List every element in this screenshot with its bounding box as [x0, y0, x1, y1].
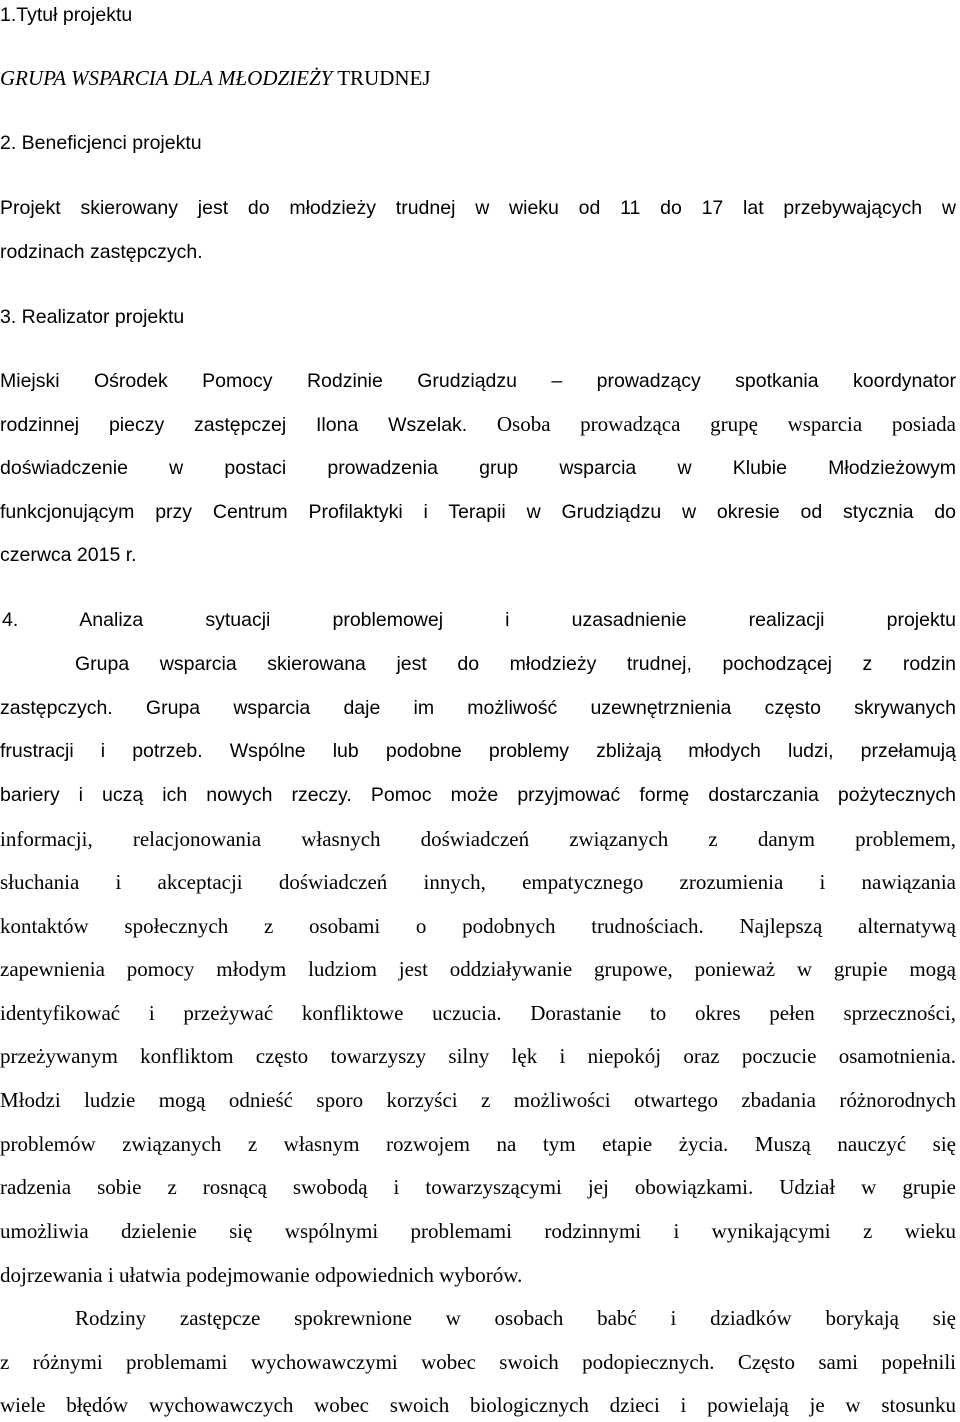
section-3-heading: 3. Realizator projektu: [0, 306, 185, 328]
analysis-line: kontaktów społecznych z osobami o podobnych trudnościach. Najlepszą alternatywą: [0, 914, 956, 938]
analysis-line: dojrzewania i ułatwia podejmowanie odpowiednich wyborów.: [0, 1263, 523, 1287]
section-2-heading: 2. Beneficjenci projektu: [0, 132, 202, 154]
realizer-line: Miejski Ośrodek Pomocy Rodzinie Grudziądzu – prowadzący spotkania koordynator: [0, 370, 956, 392]
analysis-line: problemów związanych z własnym rozwojem na tym etapie życia. Muszą nauczyć się: [0, 1132, 956, 1156]
beneficiaries-line: Projekt skierowany jest do młodzieży trudnej w wieku od 11 do 17 lat przebywających w: [0, 197, 956, 219]
analysis-line: przeżywanym konfliktom często towarzyszy silny lęk i niepokój oraz poczucie osamotnienia.: [0, 1044, 956, 1068]
analysis-line: bariery i uczą ich nowych rzeczy. Pomoc może przyjmować formę dostarczania pożytecznych: [0, 784, 956, 806]
analysis-line: wiele błędów wychowawczych wobec swoich biologicznych dzieci i powielają je w stosunku: [0, 1393, 956, 1417]
analysis-line: umożliwia dzielenie się wspólnymi problemami rodzinnymi i wynikającymi z wieku: [0, 1219, 956, 1243]
analysis-line: informacji, relacjonowania własnych doświadczeń związanych z danym problemem,: [0, 827, 956, 851]
analysis-line: zapewnienia pomocy młodym ludziom jest oddziaływanie grupowe, ponieważ w grupie mogą: [0, 957, 956, 981]
project-title-italic: GRUPA WSPARCIA DLA MŁODZIEŻY: [0, 66, 333, 90]
analysis-line: Młodzi ludzie mogą odnieść sporo korzyści z możliwości otwartego zbadania różnorodnych: [0, 1088, 956, 1112]
realizer-line-part: rodzinnej pieczy zastępczej Ilona Wszelak.: [0, 414, 468, 436]
analysis-line: Rodziny zastępcze spokrewnione w osobach babć i dziadków borykają się: [75, 1306, 956, 1330]
realizer-line: funkcjonującym przy Centrum Profilaktyki i Terapii w Grudziądzu w okresie od stycznia do: [0, 501, 956, 523]
section-4-heading: 4. Analiza sytuacji problemowej i uzasadnienie realizacji projektu: [2, 609, 956, 631]
analysis-line: z różnymi problemami wychowawczymi wobec swoich podopiecznych. Często sami popełnili: [0, 1350, 956, 1374]
analysis-line: słuchania i akceptacji doświadczeń innych, empatycznego zrozumienia i nawiązania: [0, 870, 956, 894]
realizer-line-part: Osoba prowadząca grupę wsparcia posiada: [467, 412, 957, 436]
analysis-line: Grupa wsparcia skierowana jest do młodzieży trudnej, pochodzącej z rodzin: [75, 653, 956, 675]
realizer-line: czerwca 2015 r.: [0, 544, 137, 566]
analysis-line: zastępczych. Grupa wsparcia daje im możliwość uzewnętrznienia często skrywanych: [0, 697, 956, 719]
project-title: [0, 64, 956, 92]
section-1-heading: 1.Tytuł projektu: [0, 4, 133, 26]
beneficiaries-line: rodzinach zastępczych.: [0, 241, 203, 263]
analysis-line: radzenia sobie z rosnącą swobodą i towarzyszącymi jej obowiązkami. Udział w grupie: [0, 1175, 956, 1199]
analysis-line: identyfikować i przeżywać konfliktowe uczucia. Dorastanie to okres pełen sprzeczności,: [0, 1001, 956, 1025]
project-title-rest: TRUDNEJ: [332, 66, 431, 90]
realizer-line: [0, 410, 956, 439]
realizer-line: doświadczenie w postaci prowadzenia grup wsparcia w Klubie Młodzieżowym: [0, 457, 956, 479]
analysis-line: frustracji i potrzeb. Wspólne lub podobne problemy zbliżają młodych ludzi, przełamują: [0, 740, 956, 762]
